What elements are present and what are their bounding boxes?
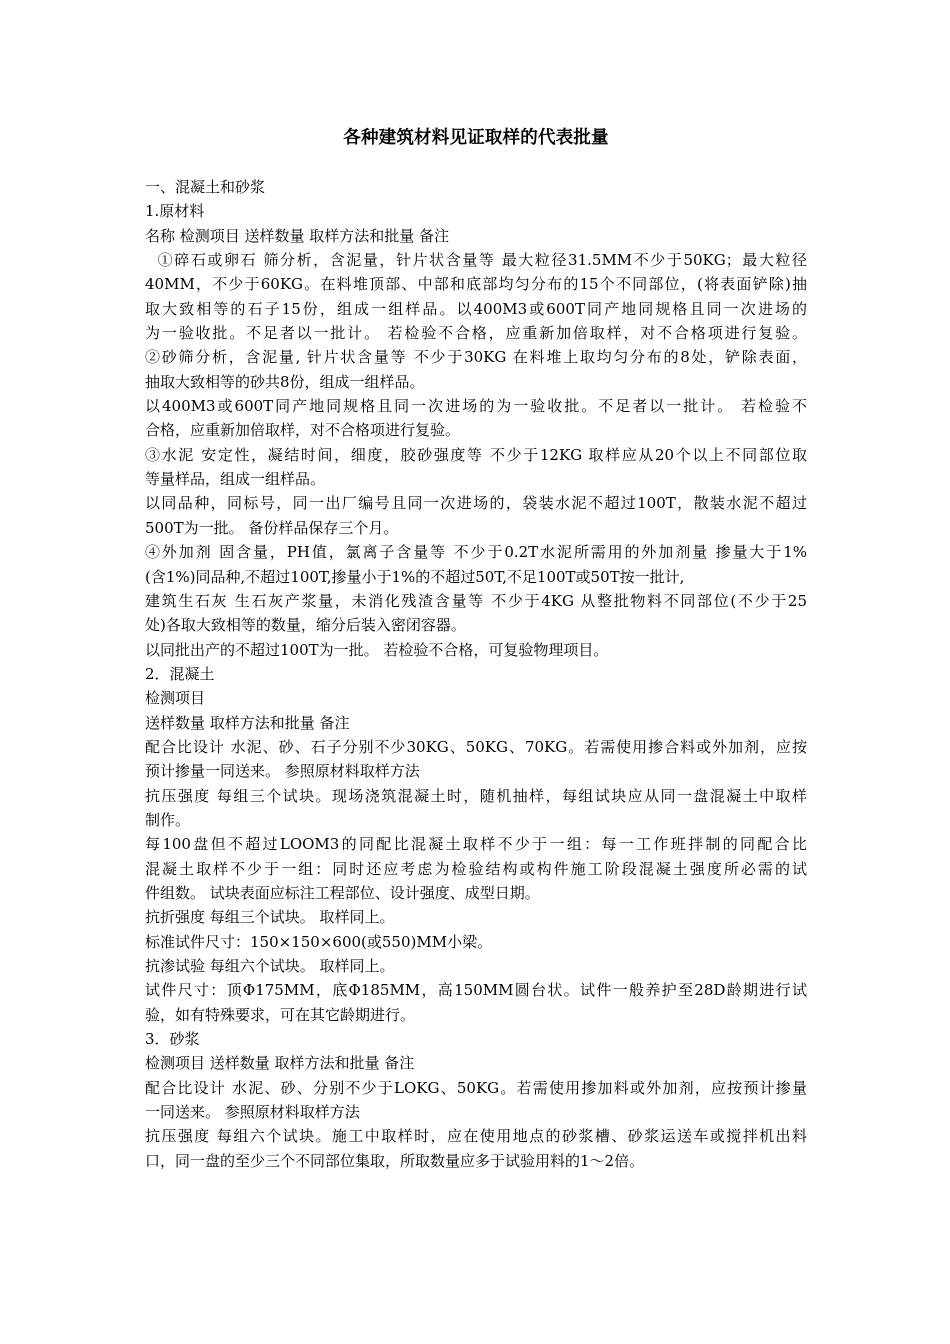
text-line: 合格，应重新加倍取样，对不合格项进行复验。 xyxy=(145,421,461,440)
text-line: 500T为一批。 备份样品保存三个月。 xyxy=(145,518,399,537)
text-line: 配合比设计 水泥、砂、石子分别不少30KG、50KG、70KG。若需使用掺合料或外加剂，应按 xyxy=(145,737,807,756)
text-line: 为一验收批。不足者以一批计。 若检验不合格，应重新加倍取样，对不合格项进行复验。 xyxy=(145,324,807,343)
text-line: 处)各取大致相等的数量，缩分后装入密闭容器。 xyxy=(145,616,466,635)
text-line: ③水泥 安定性，凝结时间，细度，胶砂强度等 不少于12KG 取样应从20个以上不同部位取 xyxy=(145,445,807,464)
text-line: 送样数量 取样方法和批量 备注 xyxy=(145,713,350,732)
text-line: 以400M3或600T同产地同规格且同一次进场的为一验收批。不足者以一批计。 若检验不 xyxy=(145,397,807,416)
text-line: 以同批出产的不超过100T为一批。 若检验不合格，可复验物理项目。 xyxy=(145,640,609,659)
text-line: ②砂筛分析，含泥量, 针片状含量等 不少于30KG 在料堆上取均匀分布的8处，铲除表面， xyxy=(145,348,807,367)
text-line: 每100盘但不超过LOOM3的同配比混凝土取样不少于一组：每一工作班拌制的同配合比 xyxy=(145,835,807,854)
text-line: 一、混凝土和砂浆 xyxy=(145,178,266,196)
text-line: 配合比设计 水泥、砂、分别不少于LOKG、50KG。若需使用掺加料或外加剂，应按预计掺量 xyxy=(145,1078,807,1097)
text-line: 抗压强度 每组三个试块。现场浇筑混凝土时，随机抽样，每组试块应从同一盘混凝土中取样 xyxy=(145,786,807,805)
text-line: 1.原材料 xyxy=(145,202,205,221)
text-line: 一同送来。 参照原材料取样方法 xyxy=(145,1103,360,1122)
text-line: 混凝土取样不少于一组：同时还应考虑为检验结构或构件施工阶段混凝土强度所必需的试 xyxy=(145,859,807,878)
text-line: 名称 检测项目 送样数量 取样方法和批量 备注 xyxy=(145,226,450,245)
text-line: 检测项目 送样数量 取样方法和批量 备注 xyxy=(145,1054,415,1073)
text-line: 件组数。 试块表面应标注工程部位、设计强度、成型日期。 xyxy=(145,883,540,902)
document-title: 各种建筑材料见证取样的代表批量 xyxy=(343,128,609,148)
text-line: 抗压强度 每组六个试块。施工中取样时，应在使用地点的砂浆槽、砂浆运送车或搅拌机出料 xyxy=(145,1127,807,1146)
text-line: 口，同一盘的至少三个不同部位集取，所取数量应多于试验用料的1～2倍。 xyxy=(145,1151,645,1170)
text-line: 验，如有特殊要求，可在其它龄期进行。 xyxy=(145,1005,416,1024)
text-line: 抽取大致相等的砂共8份，组成一组样品。 xyxy=(145,372,425,391)
text-line: (含1%)同品种,不超过100T,掺量小于1%的不超过50T,不足100T或50T按一批计, xyxy=(145,567,685,586)
text-line: 取大致相等的石子15份，组成一组样品。以400M3或600T同产地同规格且同一次进场的 xyxy=(145,299,807,318)
text-line: 3．砂浆 xyxy=(145,1030,200,1049)
text-line: 检测项目 xyxy=(145,689,206,708)
text-line: 试件尺寸：顶Φ175MM，底Φ185MM，高150MM圆台状。试件一般养护至28D龄期进行试 xyxy=(145,981,807,1000)
text-line: 预计掺量一同送来。 参照原材料取样方法 xyxy=(145,762,420,781)
text-line: 建筑生石灰 生石灰产浆量，未消化残渣含量等 不少于4KG 从整批物料不同部位(不少于25 xyxy=(145,591,807,610)
text-line: 抗折强度 每组三个试块。 取样同上。 xyxy=(145,908,395,927)
text-line: 抗渗试验 每组六个试块。 取样同上。 xyxy=(145,957,395,975)
text-line: 制作。 xyxy=(145,810,191,829)
document-body xyxy=(145,175,807,1173)
text-line: 标准试件尺寸：150×150×600(或550)MM小梁。 xyxy=(145,932,493,951)
text-line: 以同品种，同标号，同一出厂编号且同一次进场的，袋装水泥不超过100T，散装水泥不超过 xyxy=(145,494,807,513)
text-line: 40MM，不少于60KG。在料堆顶部、中部和底部均匀分布的15个不同部位，(将表面铲除)抽 xyxy=(145,275,807,294)
text-line: 等量样品，组成一组样品。 xyxy=(145,470,326,489)
text-line: 2．混凝土 xyxy=(145,664,215,683)
text-line: ①碎石或卵石 筛分析，含泥量，针片状含量等 最大粒径31.5MM不少于50KG；最大粒径 xyxy=(145,251,807,270)
text-line: ④外加剂 固含量，PH值，氯离子含量等 不少于0.2T水泥所需用的外加剂量 掺量大于1% xyxy=(145,543,807,562)
